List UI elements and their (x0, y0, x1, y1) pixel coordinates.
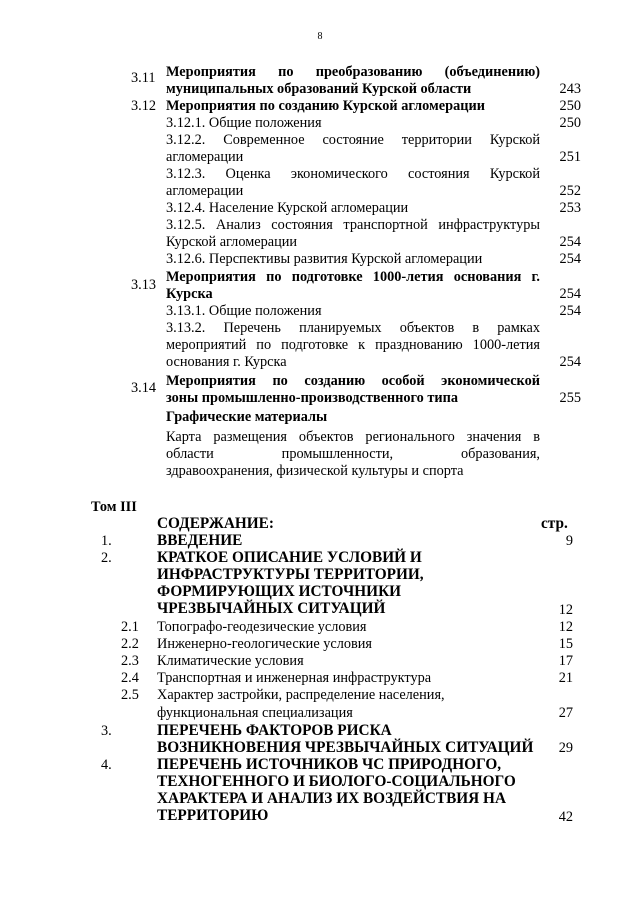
toc-page: 12 (558, 602, 573, 618)
entry-title-line: Курска (166, 286, 213, 302)
entry-page: 254 (559, 234, 581, 250)
entry-page: 254 (559, 303, 581, 319)
entry-title-line: основания г. Курска (166, 354, 287, 370)
entry-page: 254 (559, 251, 581, 267)
toc-title-line: ТЕРРИТОРИЮ (157, 807, 269, 824)
entry-page: 250 (559, 98, 581, 114)
entry-number: 3.13 (131, 277, 157, 293)
toc-number: 2.5 (121, 687, 139, 703)
entry-title-line: области промышленности, образования, (166, 447, 540, 462)
toc-title-line: Транспортная и инженерная инфраструктура (157, 670, 432, 686)
toc-title-line: ВОЗНИКНОВЕНИЯ ЧРЕЗВЫЧАЙНЫХ СИТУАЦИЙ (157, 739, 534, 756)
toc-title-line: Климатические условия (157, 653, 304, 669)
entry-title-line: 3.13.1. Общие положения (166, 303, 322, 319)
volume-title: Том III (91, 499, 137, 515)
entry-page: 252 (559, 183, 581, 199)
contents-heading: СОДЕРЖАНИЕ: (157, 515, 274, 532)
entry-title-line: 3.12.6. Перспективы развития Курской агломерации (166, 251, 483, 267)
entry-title-line: здравоохранения, физической культуры и спорта (166, 463, 464, 479)
toc-number: 2.3 (121, 653, 139, 669)
toc-title-line: КРАТКОЕ ОПИСАНИЕ УСЛОВИЙ И (157, 549, 422, 566)
entry-page: 253 (559, 200, 581, 216)
toc-number: 4. (101, 757, 112, 773)
entry-number: 3.14 (131, 380, 157, 396)
toc-page: 15 (558, 636, 573, 652)
toc-title-line: Топографо-геодезические условия (157, 619, 367, 635)
pages-heading: стр. (541, 515, 568, 532)
toc-page: 42 (558, 809, 573, 825)
graphic-materials-heading: Графические материалы (166, 409, 328, 425)
toc-title-line: Характер застройки, распределение населения, (157, 687, 445, 703)
entry-page: 250 (559, 115, 581, 131)
entry-title-line: Карта размещения объектов регионального значения в (166, 430, 540, 445)
toc-number: 2.1 (121, 619, 139, 635)
entry-title-line: 3.13.2. Перечень планируемых объектов в рамках (166, 321, 540, 336)
toc-title-line: ТЕХНОГЕННОГО И БИОЛОГО-СОЦИАЛЬНОГО (157, 773, 516, 790)
toc-number: 3. (101, 723, 112, 739)
entry-title-line: Мероприятия по созданию особой экономической (166, 374, 540, 389)
entry-page: 254 (559, 286, 581, 302)
toc-title-line: ФОРМИРУЮЩИХ ИСТОЧНИКИ (157, 583, 402, 600)
toc-page: 21 (558, 670, 573, 686)
page-number: 8 (317, 31, 323, 42)
toc-title-line: ПЕРЕЧЕНЬ ФАКТОРОВ РИСКА (157, 722, 392, 739)
entry-title-line: Мероприятия по преобразованию (объединению) (166, 65, 540, 80)
toc-page: 12 (558, 619, 573, 635)
entry-title-line: Курской агломерации (166, 234, 298, 250)
toc-number: 1. (101, 533, 112, 549)
entry-title-line: 3.12.4. Население Курской агломерации (166, 200, 409, 216)
toc-title-line: ВВЕДЕНИЕ (157, 532, 243, 549)
entry-number: 3.11 (131, 70, 156, 86)
toc-page: 27 (558, 705, 573, 721)
toc-page: 9 (565, 533, 573, 549)
toc-page: 17 (558, 653, 573, 669)
entry-page: 251 (559, 149, 581, 165)
toc-title-line: ИНФРАСТРУКТУРЫ ТЕРРИТОРИИ, (157, 566, 424, 583)
entry-title-line: 3.12.5. Анализ состояния транспортной инфраструктуры (166, 218, 540, 233)
entry-title-line: мероприятий по подготовке к празднованию 1000-летия (166, 338, 540, 353)
toc-title-line: функциональная специализация (157, 705, 353, 721)
entry-page: 255 (559, 390, 581, 406)
toc-title-line: ЧРЕЗВЫЧАЙНЫХ СИТУАЦИЙ (157, 600, 386, 617)
entry-number: 3.12 (131, 98, 157, 114)
entry-title-line: 3.12.1. Общие положения (166, 115, 322, 131)
entry-page: 254 (559, 354, 581, 370)
entry-title-line: Мероприятия по подготовке 1000-летия основания г. (166, 270, 540, 285)
entry-title-line: 3.12.3. Оценка экономического состояния Курской (166, 167, 540, 182)
entry-title-line: муниципальных образований Курской области (166, 81, 472, 97)
entry-title-line: зоны промышленно-производственного типа (166, 390, 459, 406)
toc-number: 2.4 (121, 670, 139, 686)
entry-title-line: агломерации (166, 149, 244, 165)
entry-title-line: 3.12.2. Современное состояние территории Курской (166, 133, 540, 148)
toc-number: 2. (101, 550, 112, 566)
toc-title-line: Инженерно-геологические условия (157, 636, 373, 652)
toc-number: 2.2 (121, 636, 139, 652)
toc-page: 29 (558, 740, 573, 756)
toc-title-line: ПЕРЕЧЕНЬ ИСТОЧНИКОВ ЧС ПРИРОДНОГО, (157, 756, 502, 773)
entry-title-line: Мероприятия по созданию Курской агломерации (166, 98, 485, 114)
toc-title-line: ХАРАКТЕРА И АНАЛИЗ ИХ ВОЗДЕЙСТВИЯ НА (157, 790, 506, 807)
entry-title-line: агломерации (166, 183, 244, 199)
entry-page: 243 (559, 81, 581, 97)
